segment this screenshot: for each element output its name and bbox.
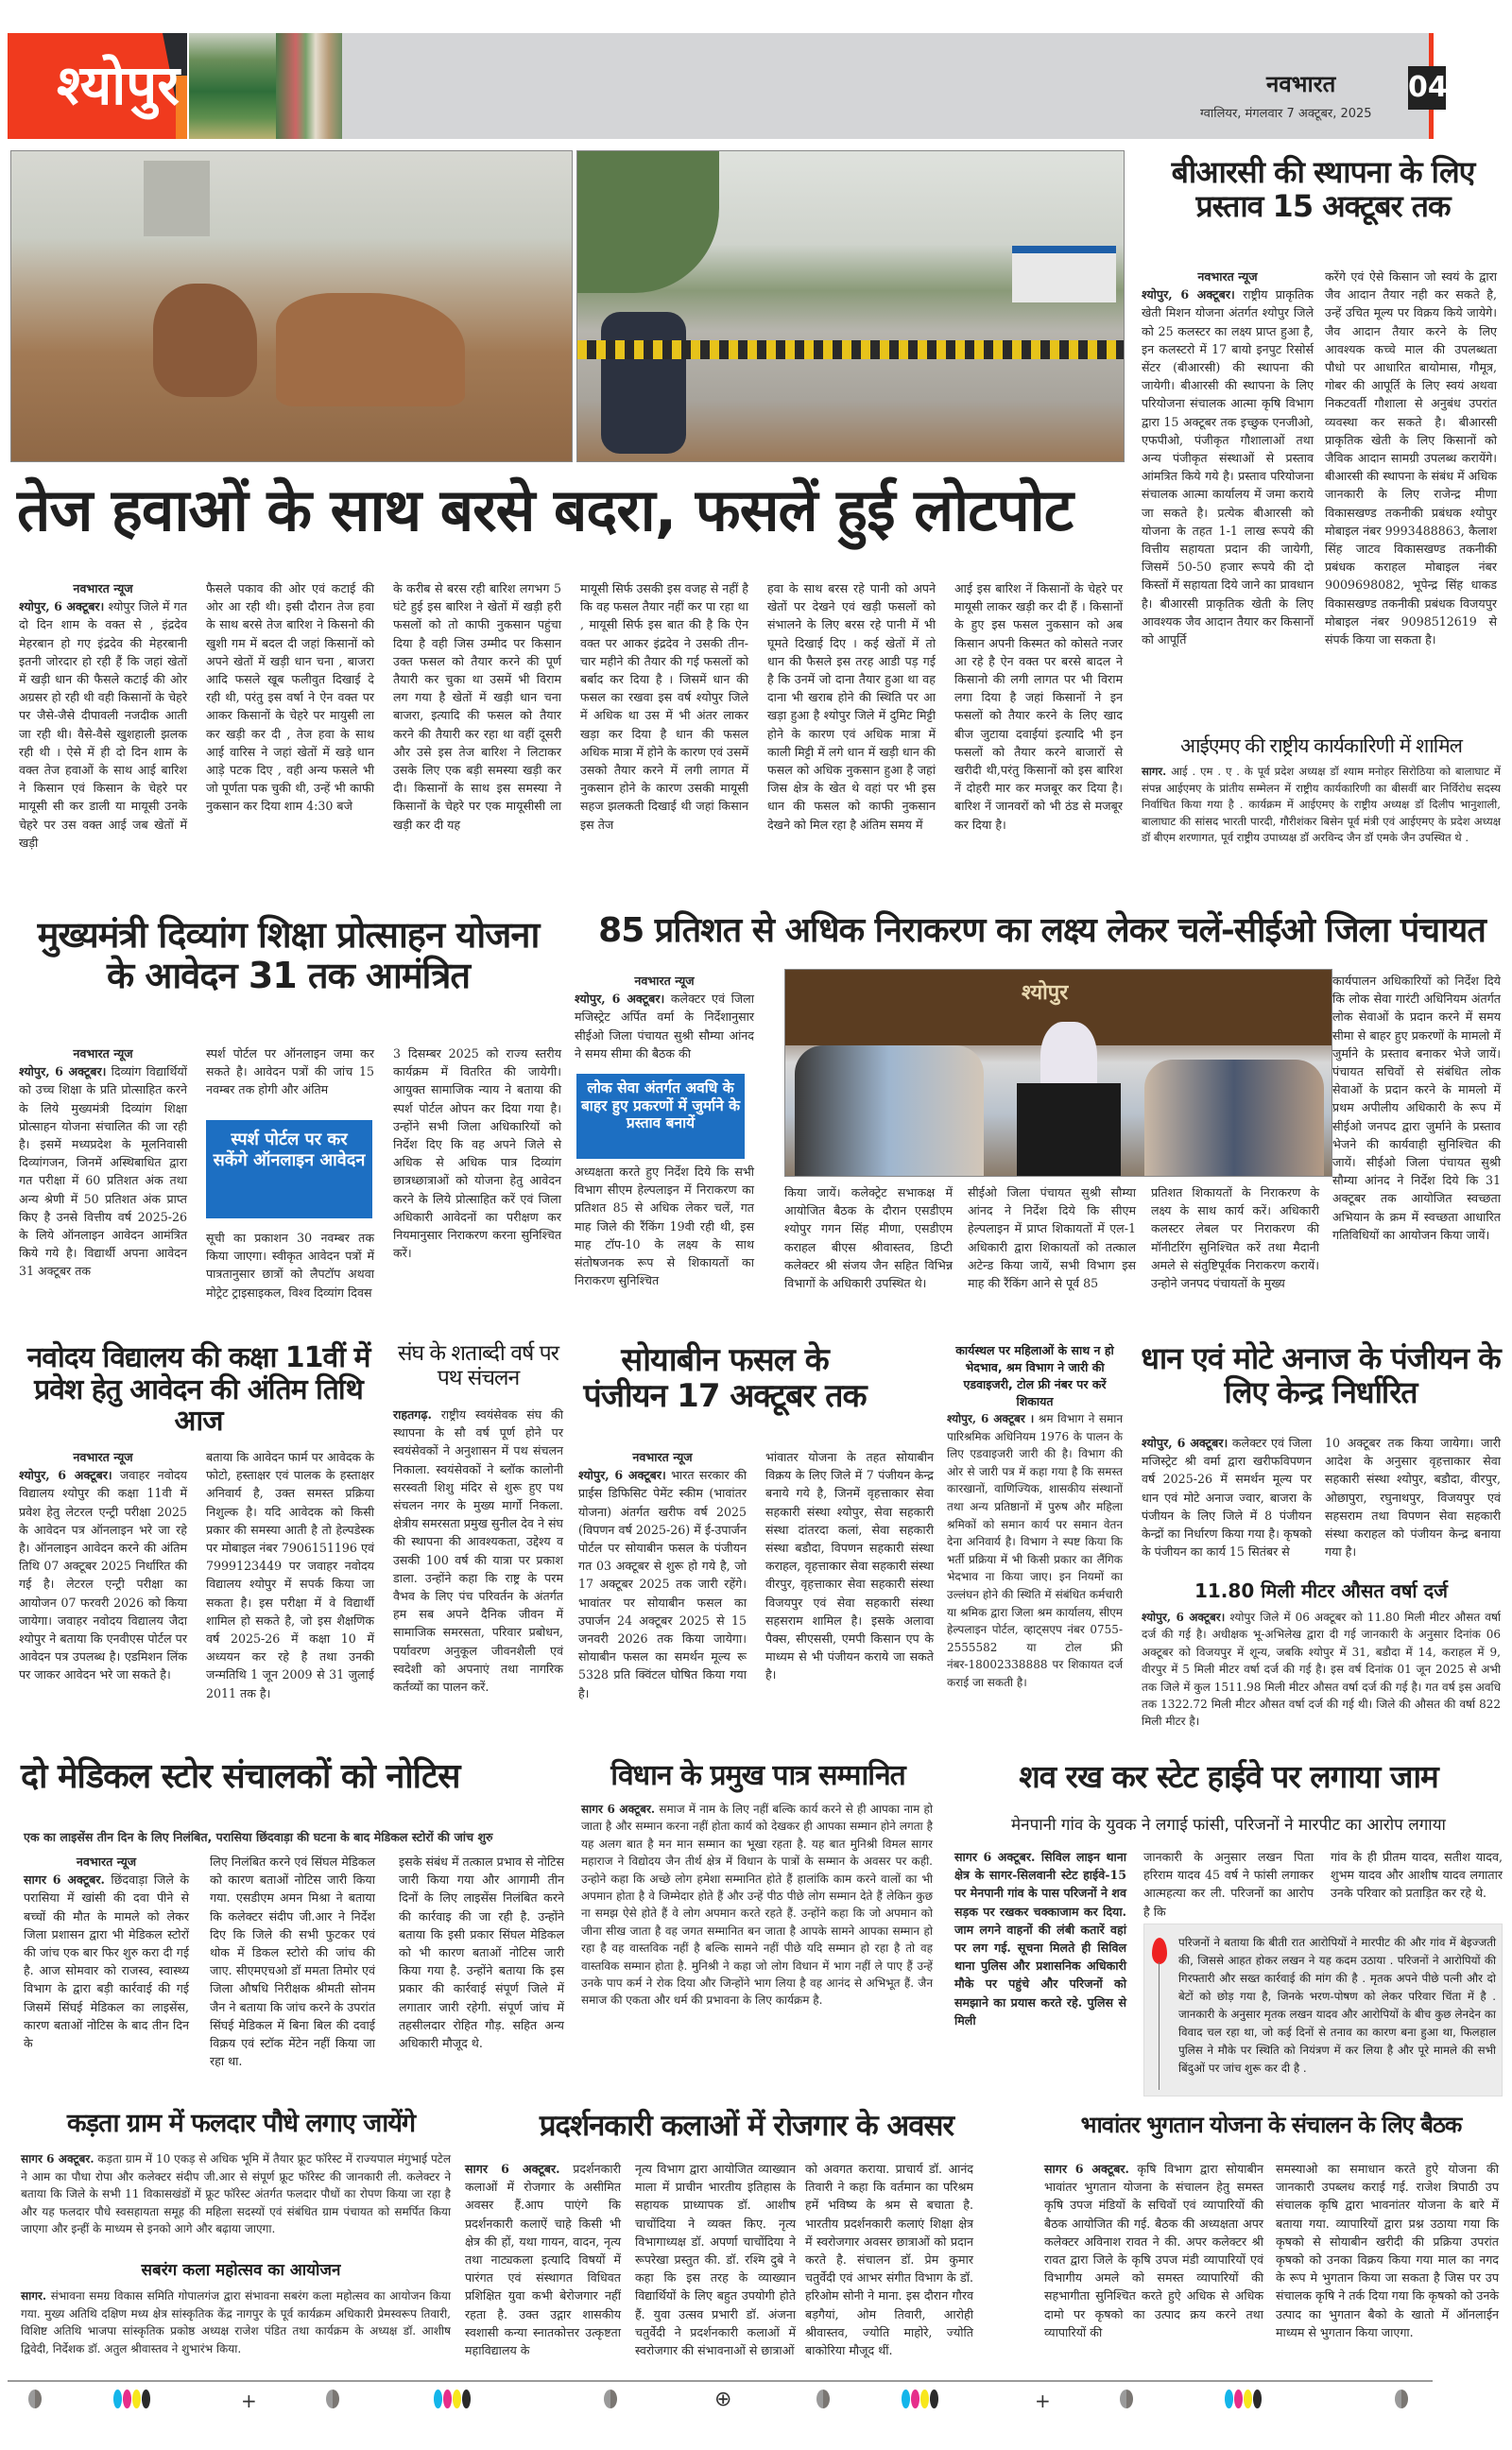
ceo-column-1a [575,972,754,1062]
ceo-text-2: अध्यक्षता करते हुए निर्देश दिये कि सभी विभाग सीएम हेल्पलाइन में निराकरण का प्रतिशत 85 से अधिक लेकर चलें, गत माह जिले की रैंकिंग 19वी रही थी, इस माह टॉप-10 के लक्ष्य के साथ संतोषजनक रूप से शिकायतों का निराकरण सुनिश्चित [575,1165,754,1288]
brc-column-1 [1142,267,1314,648]
vidhan-body [581,1801,933,2010]
sangh-text: राष्ट्रीय स्वयंसेवक संघ की स्थापना के सौ वर्ष पूर्ण होने पर स्वयंसेवकों ने अनुशासन में पथ संचलन निकाला. स्वयंसेवकों ने ब्लॉक कालोनी सरस्वती शिशु मंदिर से शुरू हुए पथ संचलन नगर के मुख्य मार्गो निकला. क्षेत्रीय समरसता प्रमुख सुनील देव ने संघ की स्थापना की आवश्यकता, उद्देश्य व उसकी 100 वर्ष की यात्रा पर प्रकाश डाला. उन्होंने कहा कि राष्ट्र के परम वैभव के लिए पंच परिवर्तन के अंतर्गत हम सब अपने दैनिक जीवन में सामाजिक समरसता, परिवार प्रबोधन, पर्यावरण अनुकूल जीवनशैली एवं स्वदेशी को अपनाएं तथा नागरिक कर्तव्यों का पालन करें. [393,1407,563,1695]
divyang-text-3: सूची का प्रकाशन 30 नवम्बर तक किया जाएगा। स्वीकृत आवेदन पत्रों में पात्रतानुसार छात्रों को लैपटॉप अथवा मोट्रेट ट्राइसाइकल, विश्व दिव्यांग दिवस [206,1231,374,1300]
cmyk-swatch [1225,2390,1263,2412]
grey-dot [604,2390,617,2408]
medical-text-1: छिंदवाड़ा जिले के परासिया में खांसी की दवा पीने से बच्चों की मौत के मामले को लेकर जिला प्रशासन द्वारा भी मेडिकल स्टोरों की जांच एक बार फिर शुरु करा दी गई है. आज सोमवार को राजस्व, स्वास्थ्य विभाग के द्वारा बड़ी कार्रवाई की गई जिसमें सिंघई मेडिकल का लाइसेंस, कारण बताओं नोटिस के बाद तीन दिन के [24,1872,189,2051]
brc-byline: नवभारत न्यूज [1197,269,1258,284]
grey-dot [326,2390,339,2408]
kadta-headline: कड़ता ग्राम में फलदार पौधे लगाए जायेंगे [66,2109,416,2138]
navodaya-column-1 [19,1448,187,1684]
kadta-dateline: सागर 6 अक्टूबर. [21,2152,94,2165]
sabrang-dateline: सागर. [21,2289,47,2303]
ima-dateline: सागर. [1142,765,1167,778]
ceo-headline: 85 प्रतिशत से अधिक निराकरण का लक्ष्य लेकर चलें-सीईओ जिला पंचायत [598,911,1486,950]
navodaya-text-1: जवाहर नवोदय विद्यालय श्योपुर की कक्षा 11वी में प्रवेश हेतु लेटरल एन्ट्री परीक्षा 2025 के आवेदन पत्र ऑनलाइन भरे जा रहे है। ऑनलाइन आवेदन करने की अंतिम तिथि 07 अक्टूबर 2025 निर्धारित की गई है। लेटरल एन्ट्री परीक्षा का आयोजन 07 फरवरी 2026 को किया जायेगा। जवाहर नवोदय विद्यालय जैदा श्योपुर ने बताया कि एनवीएस पोर्टल पर आवेदन पत्र उपलब्ध है। एडमिशन लिंक पर जाकर आवेदन भरे जा सकते है। [19,1468,187,1682]
highway-text-1: सिविल लाइन थाना क्षेत्र के सागर-सिलवानी स्टेट हाईवे-15 पर मेनपानी गांव के पास परिजनों ने शव सड़क पर रखकर चक्काजाम कर दिया. जाम लगने वाहनों की लंबी कतारें वहां पर लग गई. सूचना मिलते ही सिविल थाना पुलिस और प्रशासनिक अधिकारी मौके पर पहुंचे और परिजनों को समझाने का प्रयास करते रहे. पुलिस से मिली [954,1850,1126,2027]
lead-byline: नवभारत न्यूज [73,581,133,595]
divyang-headline: मुख्यमंत्री दिव्यांग शिक्षा प्रोत्साहन योजना के आवेदन 31 तक आमंत्रित [37,914,540,996]
grey-dot [1395,2390,1408,2408]
brc-dateline: श्योपुर, 6 अक्टूबर। [1142,287,1235,302]
soybean-text-1: भारत सरकार की प्राईस डिफिसिट पेमेंट स्कीम (भावांतर योजना) अंतर्गत खरीफ वर्ष 2025 (विपणन वर्ष 2025-26) में ई-उपार्जन पोर्टल पर सोयाबीन फसल के पंजीयन गत 03 अक्टूबर से शुरू हो गये है, जो 17 अक्टूबर 2025 तक जारी रहेंगे। भावांतर पर सोयाबीन फसल का उपार्जन 24 अक्टूबर 2025 से 15 जनवरी 2026 तक किया जायेगा। सोयाबीन फसल का समर्थन मूल्य रू 5328 प्रति क्विंटल घोषित किया गया है। [578,1468,747,1700]
highway-quote-box [1143,1924,1503,2096]
rain-body [1142,1609,1501,1731]
ima-body [1142,764,1501,847]
ceo-text-3: किया जायें। कलेक्ट्रेट सभाकक्ष में आयोजित बैठक के दौरान एसडीएम श्योपुर गगन सिंह मीणा, एसडीएम कराहल बीएस श्रीवास्तव, डिप्टी कलेक्टर श्री संजय जैन सहित विभिन्न विभागों के अधिकारी उपस्थित थे। [784,1185,953,1291]
soybean-headline: सोयाबीन फसल के पंजीयन 17 अक्टूबर तक [583,1341,867,1416]
crosshair-icon: + [241,2390,257,2412]
ima-headline: आईएमए की राष्ट्रीय कार्यकारिणी में शामिल [1180,734,1462,757]
lead-text-2: फैसले पकाव की ओर एवं कटाई की ओर आ रही थी। इसी दौरान तेज हवा के साथ बरसे तेज बारिश ने किसनो की खुशी गम में बदल दी जहां किसानों को अपने खेतों में खड़ी धान चना , बाजरा आदि फसले खूब फलीवुत दिखाई दे रही थी, परंतु इस वर्षा ने ऐन वक्त पर आकर किसानों के चेहरे पर मायुसी ला कर खड़ी कर दी , तेज हवा के साथ आई वारिस ने जहां खेतों में खड़े धान आड़े पटक दिए , वही अन्य फसले भी जो पूर्णता पक चुकी थी, उन्हें भी काफी नुकसान कर दिया शाम 4:30 बजे [206,581,374,814]
lead-column-1 [19,579,187,852]
brc-text-2: करेंगे एवं ऐसे किसान जो स्वयं के द्वारा जैव आदान तैयार नही कर सकते है, उन्हें उचित मूल्य पर विक्रय किये जायेगे। जैव आदान तैयार करने के लिए आवश्यक कच्चे माल की उपलब्धता पौधो पर आधारित बायोमास, गौमूत्र, गोबर की आपूर्ति के लिए स्वयं अथवा निकटवर्ती गौशाला से अनुबंध उपरांत व्यवस्था कर सकते है। बीआरसी प्राकृतिक खेती के लिए किसानों को जैविक आदान सामग्री उपलब्ध करायेंगे। बीआरसी की स्थापना के संबंध में अधिक जानकारी के लिए राजेन्द्र मीणा विकासखण्ड तकनीकी प्रबंधक श्योपुर मोबाइल नंबर 9993488863, कैलाश सिंह जाटव विकासखण्ड तकनीकी प्रबंधक कराहल मोबाइल नंबर 9009698082, भूपेन्द्र सिंह धाकड विकासखण्ड तकनीकी प्रबंधक विजयपुर मोबाइल नंबर 9098512619 से संपर्क किया जा सकता है। [1325,269,1497,647]
cow-road-photo [10,150,573,462]
page-number: 04 [1408,66,1446,110]
sabrang-headline: सबरंग कला महोत्सव का आयोजन [141,2261,341,2280]
crosshair-icon: + [1035,2390,1051,2412]
quote-mark-icon [1152,1938,1167,1964]
ima-text: आई . एम . ए . के पूर्व प्रदेश अध्यक्ष डॉ श्याम मनोहर सिरोठिया को बालाघाट में संपन्न आईएमए के प्रांतीय सम्मेलन में राष्ट्रीय कार्यकारिणी का बीसवीं बार निर्विरोध सदस्य निर्वाचित किया गया है . कार्यक्रम में आईएमए के राष्ट्रीय अध्यक्ष डॉ दिलीप भानुशाली, बालाघाट की सांसद भारती पारदी, गौरीशंकर बिसेन पूर्व मंत्री एवं आईएमए के प्रदेश अध्यक्ष डॉ बीएम शरणागत, पूर्व राष्ट्रीय उपाध्यक्ष डॉ अरविन्द जैन डॉ एमके जैन उपस्थित थे . [1142,765,1501,844]
divyang-column-3 [393,1044,561,1262]
sangh-body [393,1406,563,1696]
cmyk-swatch [902,2390,939,2412]
tree-canopy [577,151,719,293]
ceo-text-6: कार्यपालन अधिकारियों को निर्देश दिये कि लोक सेवा गारंटी अधिनियम अंतर्गत लोक सेवाओं के प्रदान करने में समय सीमा से बाहर हुए प्रकरणों के मामलो में जुर्माने के प्रस्ताव बनाकर भेजे जायें। पंचायत सचिवों से संबंधित लोक सेवाओं के प्रदान करने के मामलो में प्रथम अपीलीय अधिकारी के रूप में सीईओ जनपद द्वारा जुर्माने के प्रस्ताव भेजने की कार्यवाही सुनिश्चित की जायें। सीईओ जिला पंचायत सुश्री सौम्या आंनद ने निर्देश दिये कि 31 अक्टूबर तक आयोजित स्वच्छता अभियान के क्रम में स्वच्छता आधारित गतिविधियों का आयोजन किया जायें। [1332,974,1501,1242]
divyang-text-1: दिव्यांग विद्यार्थियों को उच्च शिक्षा के प्रति प्रोत्साहित करने के लिये मुख्यमंत्री दिव्यांग शिक्षा प्रोत्साहन योजना संचालित की जा रही है। इसमें मध्यप्रदेश के मूलनिवासी दिव्यांगजन, जिनमें अस्थिबाधित द्वारा गत परीक्षा में 60 प्रतिशत अंक तथा अन्य श्रेणी में 50 प्रतिशत अंक प्राप्त किए है उनसे वित्तीय वर्ष 2025-26 के लिये ऑनलाइन आवेदन आमंत्रित किये गये है। विद्यार्थी अपना आवेदन 31 अक्टूबर तक [19,1064,187,1279]
ceo-column-3 [968,1183,1136,1292]
divyang-text-4: 3 दिसम्बर 2025 को राज्य स्तरीय कार्यक्रम में वितरित की जायेगी। आयुक्त सामाजिक न्याय ने बताया की स्पर्श पोर्टल ओपन कर दिया गया है। उन्होंने सभी जिला अधिकारियों को निर्देश दिए कि वह अपने जिले से अधिक से अधिक पात्र दिव्यांग छात्रध्छात्राओं को योजना हेतु आवेदन करने के लिये प्रोत्साहित करें एवं जिला अधिकारी आवेदनों का परीक्षण कर नियमानुसार निराकरण करना सुनिश्चित करें। [393,1046,561,1261]
kadta-text: कड़ता ग्राम में 10 एकड़ से अधिक भूमि में तैयार फ्रूट फॉरेस्ट में राज्यपाल मंगुभाई पटेल ने आम का पौधा रोपा और कलेक्टर संदीप जी.आर से संपूर्ण फ्रूट फॉरेस्ट की जानकारी ली. कलेक्टर ने बताया कि जिले के सभी 11 विकासखंडों में फ्रूट फॉरेस्ट अंतर्गत फलदार पौधों का रोपण किया जा रहा है और यह फलदार पौधे स्वसहायता समूह की महिला सदस्यों एवं संबंधित ग्राम पंचायत को समर्पित किया जाएगा और इन्हीं के माध्यम से इनको आगे और बढ़ाया जाएगा. [21,2152,451,2236]
bhavantar-column-1 [1044,2160,1263,2341]
arts-dateline: सागर 6 अक्टूबर. [465,2162,560,2176]
divyang-byline: नवभारत न्यूज [73,1046,133,1061]
section-title: श्योपुर [57,53,180,117]
highway-quote-text: परिजनों ने बताया कि बीती रात आरोपियों ने मारपीट की और गांव में बेइज्जती की, जिससे आहत होकर लखन ने यह कदम उठाया . परिजनों ने आरोपियों की गिरफ्तारी और सख्त कार्रवाई की मांग की है . मृतक अपने पीछे पत्नी और दो बेटों को छोड़ गया है, जिनके भरण-पोषण को लेकर परिवार चिंता में है . जानकारी के अनुसार मृतक लखन यादव और आरोपियों के बीच कुछ लेनदेन का विवाद चल रहा था, जो कई दिनों से तनाव का कारण बना हुआ था, फिलहाल पुलिस ने मौके पर स्थिति को नियंत्रण में कर लिया है और पूरे मामले की सभी बिंदुओं पर जांच शुरू कर दी है . [1178,1936,1496,2075]
divyang-dateline: श्योपुर, 6 अक्टूबर। [19,1064,107,1079]
cow-figure [153,284,257,397]
highway-column-1 [954,1848,1126,2029]
cmyk-swatch [434,2390,472,2412]
medical-column-3 [399,1853,564,2052]
page-bottom-rule [8,2380,1433,2382]
lead-text-5: हवा के साथ बरस रहे पानी को अपने खेतों पर देखने एवं खड़ी फसलों को संभालने के लिए बरस रहे पानी में भी घूमते दिखाई दिए । कई खेतों में तो धान की फैसले इस तरह आडी पड़ गई है कि उनमें जो दाना तैयार हुआ था वह दाना भी खराब होने की स्थिति पर आ खड़ा हुआ है श्योपुर जिले में दुमिट मिट्टी होने के कारण एवं अधिक मात्रा में काली मिट्टी में लगे धान में खड़ी धान की फसल को अधिक नुकसान हुआ है जहां जिस क्षेत्र के खेत थे वहां पर भी इस धान की फसल को काफी नुकसान देखने को मिल रहा है अंतिम समय में [767,581,936,832]
bhavantar-column-2 [1276,2160,1499,2341]
labour-text: श्रम विभाग ने समान पारिश्रमिक अधिनियम 1976 के पालन के लिए एडवाइजरी जारी की है। विभाग की ओर से जारी पत्र में कहा गया है कि समस्त कारखानों, वाणिज्यिक, शासकीय संस्थानों तथा अन्य प्रतिष्ठानों में पुरुष और महिला श्रमिकों को समान कार्य पर समान वेतन देना अनिवार्य है। विभाग ने स्पष्ट किया कि भर्ती प्रक्रिया में भी किसी प्रकार का लैंगिक भेदभाव ना किया जाए। इन नियमों का उल्लंघन होने की स्थिति में संबंधित कर्मचारी या श्रमिक द्वारा जिला श्रम कार्यालय, सीएम हेल्पलाइन पोर्टल, व्हाट्सएप नंबर 0755-2555582 या टोल फ्री नंबर-18002338888 पर शिकायत दर्ज कराई जा सकती है। [947,1412,1123,1689]
motorcycle [601,312,686,454]
ceo-column-1b [575,1163,754,1289]
labour-dateline: श्योपुर, 6 अक्टूबर । [947,1412,1035,1425]
road-divider [577,340,1125,359]
registration-marks [0,2390,1512,2418]
medical-headline: दो मेडिकल स्टोर संचालकों को नोटिस [21,1757,460,1796]
paddy-column-2 [1325,1434,1501,1561]
labour-headline: कार्यस्थल पर महिलाओं के साथ न हो भेदभाव, श्रम विभाग ने जारी की एडवाइजरी, टोल फ्री नंबर पर करें शिकायत [955,1343,1114,1408]
brc-headline: बीआरसी की स्थापना के लिए प्रस्ताव 15 अक्टूबर तक [1171,154,1475,224]
sangh-headline: संघ के शताब्दी वर्ष पर पथ संचलन [397,1341,559,1390]
ceo-text-4: सीईओ जिला पंचायत सुश्री सौम्या आंनद ने निर्देश दिये कि सीएम हेल्पलाइन में प्राप्त शिकायतों में एल-1 अधिकारी द्वारा शिकायतों को तत्काल अटेन्ड किया जायें, सभी विभाग इस माह की रैंकिंग आने से पूर्व 85 [968,1185,1136,1291]
highway-text-3: गांव के ही प्रीतम यादव, सतीश यादव, शुभम यादव और आशीष यादव लगातार उनके परिवार को प्रताड़ित कर रहे थे. [1331,1850,1503,1901]
ceo-column-4 [1151,1183,1319,1292]
lead-text-6: आई इस बारिश नें किसानों के चेहरे पर मायूसी लाकर खड़ी कर दी हैं । किसानों के हुए इस फसल नुकसान को अब किसान अपनी किस्मत को कोसते नजर आ रहे है ऐन वक्त पर बरसे बादल ने किसानो की लगी लागत पर भी विराम लगा दिया है जहां किसानों ने इन फसलों को तैयार करने के लिए खाद बीज जुटाया दवाईयां इत्यादि भी इन फसलों को तैयार करने बाजारों से खरीदी थी,परंतु किसानों को इस बारिश नें दोहरी मार कर मजबूर कर दिया है। बारिश नें जानवरों को भी ठंड से मजबूर कर दिया है। [954,581,1123,832]
kadta-body [21,2150,451,2238]
soybean-dateline: श्योपुर, 6 अक्टूबर। [578,1468,666,1483]
ceo-text-5: प्रतिशत शिकायतों के निराकरण के लक्ष्य के साथ कार्य करें। अधिकारी कलस्टर लेबल पर निराकरण की मॉनीटरिंग सुनिश्चित करें तथा मैदानी अमले से संतुष्टिपूर्वक निराकरण करायें। उन्होने जनपद पंचायतों के मुख्य [1151,1185,1319,1291]
lead-text-4: मायूसी सिर्फ उसकी इस वजह से नहीं है कि वह फसल तैयार नहीं कर पा रहा था , मायूसी सिर्फ इस बात की है कि ऐन वक्त पर आकर इंद्रदेव ने उसकी तीन-चार महीने की तैयार की गई फसलों को बर्बाद कर दिया है । जिसमें धान की फसल का रखवा इस वर्ष श्योपुर जिले में अधिक था उस में भी अंतर लाकर खड़ा कर दिया है धान की फसल अधिक मात्रा में होने के कारण एवं उसमें उसको तैयार करने में लगी लागत में नुकसान होने के कारण उसकी मायूसी सहज झलकती दिखाई थी जहां किसान इस तेज [580,581,748,832]
rain-headline: 11.80 मिली मीटर औसत वर्षा दर्ज [1194,1579,1449,1602]
rain-text: श्योपुर जिले में 06 अक्टूबर को 11.80 मिली मीटर औसत वर्षा दर्ज की गई है। अधीक्षक भू-अभिलेख द्वारा दी गई जानकारी के अनुसार दिनांक 06 अक्टूबर को विजयपुर में शून्य, जबकि श्योपुर में 31, बडौदा में 14, कराहल में 9, वीरपुर में 5 मिली मीटर वर्षा दर्ज की गई है। इस वर्ष दिनांक 01 जून 2025 से अभी तक जिले में कुल 1511.98 मिली मीटर औसत वर्षा दर्ज की गई है। गत वर्ष इस अवधि तक 1322.72 मिली मीटर औसत वर्षा दर्ज की गई थी। जिले की औसत की वर्षा 822 मिली मीटर है। [1142,1611,1501,1729]
highway-subheadline: मेनपानी गांव के युवक ने लगाई फांसी, परिजनों ने मारपीट का आरोप लगाया [1011,1816,1446,1835]
cmyk-swatch [113,2390,151,2412]
grey-dot [816,2390,830,2408]
navodaya-headline: नवोदय विद्यालय की कक्षा 11वीं में प्रवेश हेतु आवेदन की अंतिम तिथि आज [26,1341,370,1439]
target-mark-icon: ⊕ [714,2388,732,2411]
lead-column-5 [767,579,936,834]
ceo-column-2 [784,1183,953,1292]
bhavantar-text-2: समस्याओ का समाधान करते हुऐ योजना की जानकारी उपब्लध कराई गई. राजेश त्रिपाठी उप संचालक कृषि द्वारा भावनांतर योजना के बारे में बताया गया. व्यापारियों द्वारा प्रश्न उठाया गया कि कृषको से सोयाबीन खरीदी की प्रक्रिया उपरांत कृषको को उनका विक्रय किया गया माल का नगद के रूप मे भुगतान किया जा सकता है जिस पर उप संचालक कृषि ने तर्क दिया गया कि कृषको को उनके उत्पाद का भुगतान बैको के खातो में ऑनलाईन माध्यम से भुगतान किया जाएगा. [1276,2162,1499,2339]
highway-text-2: जानकारी के अनुसार लखन पिता हरिराम यादव 45 वर्ष ने फांसी लगाकर आत्महत्या कर ली. परिजनों का आरोप है कि [1143,1850,1314,1919]
arts-text-2: नृत्य विभाग द्वारा आयोजित व्याख्यान माला में प्राचीन भारतीय इतिहास के सहायक प्राध्यापक डॉ. आशीष चाचोंदिया ने व्यक्त किए. नृत्य विभागाध्यक्ष डॉ. अपर्णा चाचोंदिया ने रूपरेखा प्रस्तुत की. डॉ. रश्मि दुबे ने कहा कि इस तरह के व्याख्यान विद्यार्थियों के लिए बहुत उपयोगी होते हैं. युवा उत्सव प्रभारी डॉ. अंजना चतुर्वेदी ने प्रदर्शनकारी कलाओं में स्वरोजगार की संभावनाओं से छात्राओं [635,2162,796,2358]
bhavantar-dateline: सागर 6 अक्टूबर. [1044,2162,1129,2176]
quote-rule [1159,1962,1160,2090]
medical-subheadline: एक का लाइसेंस तीन दिन के लिए निलंबित, परासिया छिंदवाड़ा की घटना के बाद मेडिकल स्टोरों की जांच शुरु [24,1830,493,1844]
medical-text-2: लिए निलंबित करने एवं सिंघल मेडिकल को कारण बताओं नोटिस जारी किया गया. एसडीएम अमन मिश्रा ने बताया कि कलेक्टर संदीप जी.आर ने निर्देश दिए कि जिले की सभी फुटकर एवं थोक में डिकल स्टोरो की जांच की जाए. सीएमएचओ डॉ ममता तिमोर एवं जिला औषधि निरीक्षक श्रीमती सोनम जैन ने बताया कि जांच करने के उपरांत सिंघई मेडिकल में बिना बिल की दवाई विक्रय एवं स्टॉक मेंटेन नहीं किया जा रहा था. [210,1855,375,2069]
medical-column-2 [210,1853,375,2070]
arts-text-3: को अवगत कराया. प्राचार्य डॉ. आनंद तिवारी ने कहा कि वर्तमान का परिश्रम हमें भविष्य के श्रम से बचाता है. भारतीय प्रदर्शनकारी कलाएं शिक्षा क्षेत्र में स्वरोजगार अवसर छात्राओं को प्रदान करते है. संचालन डॉ. प्रेम कुमार चतुर्वेदी एवं आभर संगीत विभाग के डॉ. हरिओम सोनी ने माना. इस दौरान गौरव बड़गैयां, ओम तिवारी, आरोही श्रीवास्तव, ज्योति माहोरे, ज्योति बाकोरिया मौजूद थीं. [805,2162,973,2358]
grey-dot [1120,2390,1133,2408]
arts-column-1 [465,2160,621,2359]
brc-text-1: राष्ट्रीय प्राकृतिक खेती मिशन योजना अंतर्गत श्योपुर जिले को 25 कलस्टर का लक्ष्य प्राप्त हुआ है, इन कलस्टरो में 17 बायो इनपुट रिसोर्स सेंटर (बीआरसी) की स्थापना की जायेगी। बीआरसी की स्थापना के लिए परियोजना संचालक आत्मा कृषि विभाग द्वारा 15 अक्टूबर तक इच्छुक एनजीओ, एफपीओ, पंजीकृत गौशालाओं तथा अन्य पंजीकृत संस्थाओं से प्रस्ताव आंमत्रित किये गये है। प्रस्ताव परियोजना संचालक आत्मा कार्यालय में जमा कराये जा सकते है। प्रत्येक बीआरसी को योजना के तहत 1-1 लाख रूपये की वित्तीय सहायता प्रदान की जायेगी, जिसमें 50-50 हजार रूपये की दो किस्तों में सहायता दिये जाने का प्रावधान है। बीआरसी प्राकृतिक खेती के लिए आवश्यक जैव आदान तैयार कर किसानों को आपूर्ति [1142,287,1314,647]
highway-headline: शव रख कर स्टेट हाईवे पर लगाया जाम [1019,1758,1438,1795]
meeting-photo [784,969,1332,1177]
medical-text-3: इसके संबंध में तत्काल प्रभाव से नोटिस जारी किया गया और आगामी तीन दिनों के लिए लाइसेंस निलंबित करने की कार्रवाइ की जा रही है. उन्होंने बताया कि इसी प्रकार सिंघल मेडिकल को भी कारण बताओं नोटिस जारी किया गया है. उन्होंने बताया कि इस प्रकार की कार्रवाई संपूर्ण जिले में लगातार जारी रहेगी. संपूर्ण जांच में तहसीलदार रोहित गौड़. सहित अन्य अधिकारी मौजूद थे. [399,1855,564,2051]
arts-column-2 [635,2160,796,2359]
arts-text-1: प्रदर्शनकारी कलाओं में रोजगार के असीमित अवसर हैं.आप पाएंगे कि प्रदर्शनकारी कलाऐं चाहे किसी भी क्षेत्र की हों, यथा गायन, वादन, नृत्य तथा नाट्यकला इत्यादि विषयों में पारंगत एवं संस्थागत विधिवत प्रशिक्षित युवा कभी बेरोजगार नहीं रहता है. उक्त उद्गार शासकीय स्वशासी कन्या स्नातकोत्तर उत्कृष्टता महाविद्यालय के [465,2162,621,2358]
navodaya-text-2: बताया कि आवेदन फार्म पर आवेदक के फोटो, हस्ताक्षर एवं पालक के हस्ताक्षर अनिवार्य है, उक्त समस्त प्रक्रिया निशुल्क है। यदि आवेदक को किसी प्रकार की समस्या आती है तो हेल्पडेस्क पर मोबाइल नंबर 7906151196 एवं 7999123449 पर जवाहर नवोदय विद्यालय श्योपुर में सपर्क किया जा सकता है। इस परीक्षा में वे विद्यार्थी शामिल हो सकते है, जो इस शैक्षणिक वर्ष 2025-26 में कक्षा 10 में अध्ययन कर रहे है तथा उनकी जन्मतिथि 1 जून 2009 से 31 जुलाई 2011 तक है। [206,1450,374,1700]
divyang-column-2b [206,1229,374,1302]
navodaya-dateline: श्योपुर, 6 अक्टूबर। [19,1468,112,1483]
ceo-column-5 [1332,972,1501,1244]
divyang-column-2a [206,1044,374,1099]
soybean-text-2: भांवातर योजना के तहत सोयाबीन विक्रय के लिए जिले में 7 पंजीयन केन्द्र बनाये गये है, जिनमें वृहत्ताकार सेवा सहकारी संस्था श्योपुर, सेवा सहकारी संस्था दांतरदा कलां, सेवा सहकारी संस्था बडौदा, विपणन सहकारी संस्था कराहल, वृहत्ताकार सेवा सहकारी संस्था वीरपुर, वृहत्ताकार सेवा सहकारी संस्था विजयपुर एवं सेवा सहकारी संस्था सहसराम शामिल है। इसके अलावा पैक्स, सीएससी, एमपी किसान एप के माध्यम से भी पंजीयन कराये जा सकते है। [765,1450,934,1682]
ceo-callout: लोक सेवा अंतर्गत अवधि के बाहर हुए प्रकरणों में जुर्माने के प्रस्ताव बनायें [576,1074,745,1159]
paddy-column-1 [1142,1434,1312,1561]
divyang-callout: स्पर्श पोर्टल पर कर सकेंगे ऑनलाइन आवेदन [206,1120,372,1218]
medical-dateline: सागर 6 अक्टूबर. [24,1872,105,1888]
masthead-band [189,33,1431,139]
lead-column-6 [954,579,1123,834]
nameboard-text: श्योपुर [1022,981,1069,1005]
lead-headline: तेज हवाओं के साथ बरसे बदरा, फसलें हुई लोटपोट [17,475,1073,544]
navodaya-byline: नवभारत न्यूज [73,1450,133,1464]
highway-column-2 [1143,1848,1314,1921]
highway-dateline: सागर 6 अक्टूबर. [954,1850,1036,1864]
ceo-text-1: कलेक्टर एवं जिला मजिस्ट्रेट अर्पित वर्मा के निर्देशानुसार सीईओ जिला पंचायत सुश्री सौम्या आंनद ने समय सीमा की बैठक की [575,992,754,1061]
officials-left [795,1045,984,1177]
vidhan-dateline: सागर 6 अक्टूबर. [581,1803,656,1816]
newspaper-brand: नवभारत [1266,71,1336,97]
lead-column-4 [580,579,748,834]
paddy-dateline: श्योपुर, 6 अक्टूबर। [1142,1436,1228,1450]
lead-text-1: श्योपुर जिले में गत दो दिन शाम के वक्त से , इंद्रदेव मेहरबान हो गए इंद्रदेव की मेहरबानी इतनी जोरदार हो रही हैं कि जहां खेतों में खड़ी धान की फैसले कटाई की ओर अग्रसर हो रही थी वही किसानों के चेहरे पर जैसे-जैसे दीपावली नजदीक आती जा रही थी। वैसे-वैसे खुशहाली झलक रही थी । ऐसे में ही दो दिन शाम के वक्त तेज हवाओं के साथ आई बारिश ने किसान एवं किसान के चेहरे पर मायूसी सी कर डाली या मायूसी उनके चेहरे पर उस वक्त आई जब खेतों में खड़ी [19,599,187,850]
vidhan-text: समाज में नाम के लिए नहीं बल्कि कार्य करने से ही आपका नाम हो जाता है और सम्मान करना नहीं होता कार्य को देखकर ही आपका सम्मान होने लगता है यह अलग बात है मन मान सम्मान का भूखा रहता है. यह बात मुनिश्री विमल सागर महाराज ने विद्योदय जैन तीर्थ क्षेत्र में विधान के पात्रों के सम्मान के अवसर पर कही. उन्होने कहा कि अच्छे लोग हमेशा सम्मानित होते हैं हालांकि काम करने वालों का भी अपमान होता है वे जिम्मेदार होते हैं और उन्हें पीठ पीछे लोग सम्मान देते हैं लेकिन कुछ ना समझ ऐसे होते हैं वे लोग अपमान करते रहते हैं. उन्होंने कहा कि जो अपमान को जीना सीख जाता है वह जगत सम्मानित बन जाता है आपके सामने आपका सम्मान हो रहा है वह वास्तविक नहीं है बल्कि सामने नहीं पीछे यदि सम्मान हो रहा है तो वह वास्तविक सम्मान होता है. मुनिश्री ने कहा जो लोग विधान में भाग नहीं ले पाए हैं उन्हें उनके पाप कर्म ने रोक दिया और जिन्होंने भाग लिया है वह आनंद से अभिभूत हैं. जैन समाज की एकता और धर्म की प्रभावना के लिए कार्यक्रम है. [581,1803,933,2008]
lead-column-2 [206,579,374,816]
arts-column-3 [805,2160,973,2359]
ceo-dateline: श्योपुर, 6 अक्टूबर। [575,992,665,1007]
arts-headline: प्रदर्शनकारी कलाओं में रोजगार के अवसर [539,2109,954,2143]
rubble [276,293,465,406]
lead-text-3: के करीब से बरस रही बारिश लगभग 5 घंटे हुई इस बारिश ने खेतों में खड़ी हरी फसलों को तो काफी नुकसान पहुंचा दिया है वही जिस उम्मीद पर किसान उक्त फसल को तैयार करने की पूर्ण तैयारी कर चुका था उसमें भी विराम लग गया है खेतों में खड़ी धान चना बाजरा, इत्यादि की फसल को तैयार करने की तैयारी कर रहा था वहीं दूसरी और उसे इस तेज बारिश ने लिटाकर उसके लिए एक बड़ी समस्या खड़ी कर दी। किसानों के साथ इस समस्या ने किसानों के चेहरे पर एक मायूसीसी ला खड़ी कर दी यह [393,581,561,832]
bhavantar-text-1: कृषि विभाग द्वारा सोयाबीन भावांतर भुगतान योजना के संचालन हेतु समस्त कृषि उपज मंडियों के सचिवों एवं व्यापारियों की बैठक आयोजित की गई. बैठक की अध्यक्षता अपर कलेक्टर अविनाश रावत ने की. अपर कलेक्टर श्री रावत द्वारा जिले के कृषि उपज मंडी व्यापारियों एवं विभागीय अमले को समस्त व्यापारियों की सहभागीता सुनिश्चित करते हुऐ अधिक से अधिक दामो पर कृषको का उत्पाद क्रय करने तथा व्यापारियों की [1044,2162,1263,2339]
vidhan-headline: विधान के प्रमुख पात्र सम्मानित [610,1759,905,1792]
building [144,161,210,236]
highway-column-3 [1331,1848,1503,1903]
brc-column-2 [1325,267,1497,648]
ceo-byline: नवभारत न्यूज [634,974,695,988]
soybean-column-1 [578,1448,747,1702]
petrol-pump [1012,246,1116,302]
sangh-dateline: राहतगढ़. [393,1407,432,1422]
monitor [1017,1083,1121,1177]
edition-date: ग्वालियर, मंगलवार 7 अक्टूबर, 2025 [1200,107,1372,121]
navodaya-column-2 [206,1448,374,1702]
divyang-text-2: स्पर्श पोर्टल पर ऑनलाइन जमा कर सकते है। आवेदन पत्रों की जांच 15 नवम्बर तक होगी और अंतिम [206,1046,374,1097]
forest-swamp-image [189,33,276,139]
cheetah-image [276,33,342,139]
sabrang-body [21,2287,451,2357]
sabrang-text: संभावना समग्र विकास समिति गोपालगंज द्वारा संभावना सबरंग कला महोत्सव का आयोजन किया गया. मुख्य अतिथि दक्षिण मध्य क्षेत्र सांस्कृतिक केंद्र नागपुर के पूर्व कार्यक्रम अधिकारी प्रेमस्वरूप तिवारी, विशिष्ट अतिथि भाजपा सांस्कृतिक प्रकोष्ठ अध्यक्ष राजेश पंडित तथा कार्यक्रम के अध्यक्ष डॉ. आशीष द्विवेदी, निर्देशक डॉ. अतुल श्रीवास्तव ने शुभारंभ किया. [21,2289,451,2355]
lead-dateline: श्योपुर, 6 अक्टूबर। [19,599,105,614]
divyang-column-1 [19,1044,187,1281]
paddy-text-1: कलेक्टर एवं जिला मजिस्ट्रेट श्री वर्मा द्वारा खरीफविपणन वर्ष 2025-26 में समर्थन मूल्य पर धान एवं मोटे अनाज ज्वार, बाजरा के पंजीयन के लिए जिले में 8 पंजीयन केन्द्रों का निर्धारण किया गया है। कृषको के पंजीयन का कार्य 15 सितंबर से [1142,1436,1312,1560]
lead-column-3 [393,579,561,834]
medical-byline: नवभारत न्यूज [76,1855,137,1869]
bhavantar-headline: भावांतर भुगतान योजना के संचालन के लिए बैठक [1080,2112,1462,2138]
paddy-text-2: 10 अक्टूबर तक किया जायेगा। जारी आदेश के अनुसार वृहत्ताकार सेवा सहकारी संस्था श्योपुर, बडौदा, वीरपुर, ओछापुरा, रघुनाथपुर, विजयपुर एवं सहसराम तथा विपणन सेवा सहकारी संस्था कराहल को पंजीयन केन्द्र बनाया गया है। [1325,1436,1501,1560]
grey-dot [28,2390,42,2408]
paddy-headline: धान एवं मोटे अनाज के पंजीयन के लिए केन्द्र निर्धारित [1141,1340,1501,1410]
rain-dateline: श्योपुर, 6 अक्टूबर। [1142,1611,1226,1624]
labour-body [947,1410,1123,1692]
officials-right [1144,1060,1324,1177]
soybean-column-2 [765,1448,934,1684]
medical-column-1 [24,1853,189,2052]
motorcycle-road-photo [576,150,1125,462]
soybean-byline: नवभारत न्यूज [632,1450,693,1464]
